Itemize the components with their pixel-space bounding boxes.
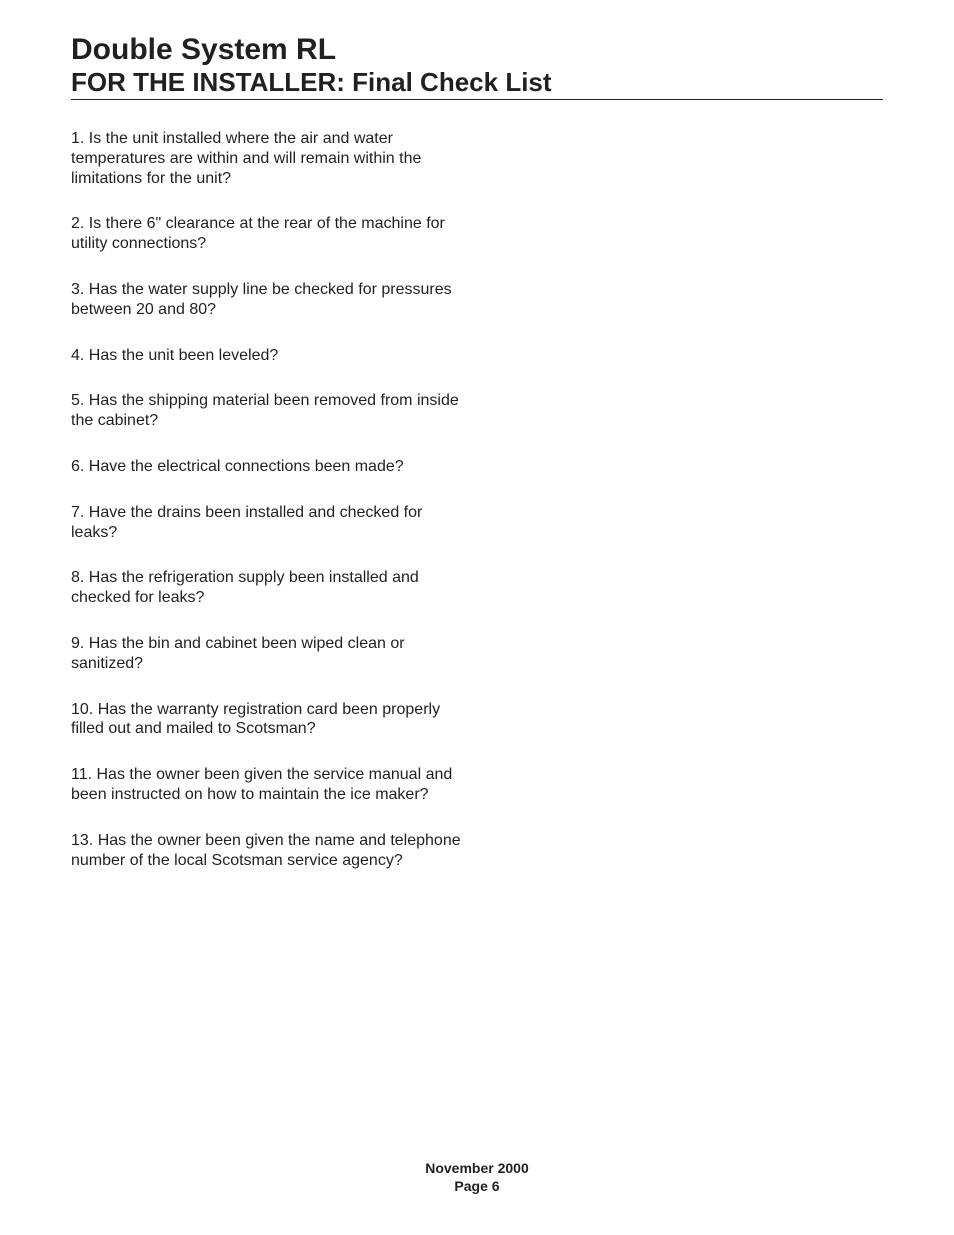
footer-date: November 2000 xyxy=(425,1160,529,1176)
check-item-13: 13. Has the owner been given the name and telephone number of the local Scotsman service agency? xyxy=(71,831,461,869)
page-number: Page 6 xyxy=(454,1178,500,1194)
check-item-10: 10. Has the warranty registration card been properly filled out and mailed to Scotsman? xyxy=(71,700,441,738)
check-item-8: 8. Has the refrigeration supply been installed and checked for leaks? xyxy=(71,569,419,607)
check-item-7: 7. Have the drains been installed and checked for leaks? xyxy=(71,503,423,541)
section-title: FOR THE INSTALLER: Final Check List xyxy=(71,67,552,97)
document-title: Double System RL xyxy=(71,33,337,66)
check-item-11: 11. Has the owner been given the service manual and been instructed on how to maintain the ice maker? xyxy=(71,766,453,803)
page-footer xyxy=(0,1159,954,1195)
final-check-list xyxy=(71,129,466,896)
check-item-1: 1. Is the unit installed where the air and water temperatures are within and will remain within the limitations for the unit? xyxy=(71,130,422,187)
check-item-2: 2. Is there 6" clearance at the rear of the machine for utility connections? xyxy=(71,215,445,253)
check-item-4: 4. Has the unit been leveled? xyxy=(71,346,279,364)
check-item-6: 6. Have the electrical connections been made? xyxy=(71,457,404,475)
page-header xyxy=(71,33,883,100)
check-item-5: 5. Has the shipping material been removed from inside the cabinet? xyxy=(71,392,459,430)
check-item-3: 3. Has the water supply line be checked for pressures between 20 and 80? xyxy=(71,280,452,318)
check-item-9: 9. Has the bin and cabinet been wiped clean or sanitized? xyxy=(71,634,405,672)
